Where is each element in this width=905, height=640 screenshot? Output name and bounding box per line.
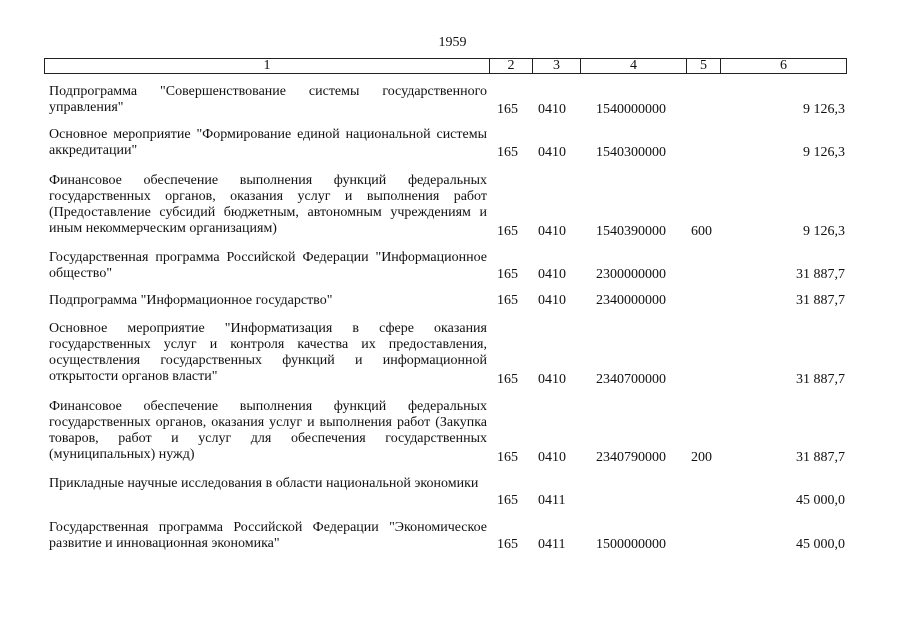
row-col-3: 0410	[538, 145, 566, 160]
row-col-6: 31 887,7	[796, 372, 845, 387]
row-description: Прикладные научные исследования в области национальной экономики	[49, 476, 479, 491]
row-col-2: 165	[497, 372, 518, 387]
row-col-6: 31 887,7	[796, 293, 845, 308]
row-col-2: 165	[497, 102, 518, 117]
row-col-6: 9 126,3	[803, 224, 845, 239]
row-col-6: 31 887,7	[796, 267, 845, 282]
header-col-3: 3	[532, 59, 580, 73]
row-col-6: 45 000,0	[796, 537, 845, 552]
row-col-2: 165	[497, 450, 518, 465]
row-col-3: 0410	[538, 293, 566, 308]
row-description: Финансовое обеспечение выполнения функций федеральных государственных органов, оказания услуг и выполнения работ (Закупка товаров, работ и услуг для обеспечения государственных (муниципальных) нужд)	[49, 399, 487, 462]
row-col-4: 2340700000	[596, 372, 666, 387]
row-description: Основное мероприятие "Формирование единой национальной системы аккредитации"	[49, 127, 487, 158]
row-col-4: 2300000000	[596, 267, 666, 282]
row-col-6: 45 000,0	[796, 493, 845, 508]
row-col-4: 1540390000	[596, 224, 666, 239]
row-col-3: 0410	[538, 450, 566, 465]
row-col-4: 1500000000	[596, 537, 666, 552]
header-col-5: 5	[686, 59, 720, 73]
row-description: Финансовое обеспечение выполнения функций федеральных государственных органов, оказания услуг и выполнения работ (Предоставление субсидий бюджетным, автономным учреждениям и иным некоммерческим организациям)	[49, 173, 487, 236]
row-col-3: 0410	[538, 224, 566, 239]
row-col-3: 0410	[538, 102, 566, 117]
row-col-2: 165	[497, 224, 518, 239]
row-description: Государственная программа Российской Федерации "Экономическое развитие и инновационная экономика"	[49, 520, 487, 551]
row-col-2: 165	[497, 493, 518, 508]
row-col-6: 9 126,3	[803, 102, 845, 117]
row-col-2: 165	[497, 267, 518, 282]
header-col-4: 4	[580, 59, 686, 73]
header-col-2: 2	[489, 59, 532, 73]
row-col-3: 0410	[538, 267, 566, 282]
header-col-6: 6	[720, 59, 846, 73]
row-col-5: 600	[691, 224, 712, 239]
header-col-1: 1	[263, 58, 271, 73]
row-col-5: 200	[691, 450, 712, 465]
row-col-6: 9 126,3	[803, 145, 845, 160]
row-description: Подпрограмма "Совершенствование системы государственного управления"	[49, 84, 487, 115]
row-description: Подпрограмма "Информационное государство"	[49, 293, 333, 308]
row-description: Государственная программа Российской Федерации "Информационное общество"	[49, 250, 487, 281]
row-col-3: 0411	[538, 537, 566, 552]
row-col-2: 165	[497, 293, 518, 308]
row-col-2: 165	[497, 145, 518, 160]
row-col-3: 0411	[538, 493, 566, 508]
row-col-4: 1540000000	[596, 102, 666, 117]
table-header	[44, 58, 847, 74]
row-col-6: 31 887,7	[796, 450, 845, 465]
row-col-4: 1540300000	[596, 145, 666, 160]
row-col-4: 2340790000	[596, 450, 666, 465]
row-col-3: 0410	[538, 372, 566, 387]
row-description: Основное мероприятие "Информатизация в сфере оказания государственных услуг и контроля качества их предоставления, осуществления государственных функций и информационной открытости органов власти"	[49, 321, 487, 384]
page-number: 1959	[438, 35, 467, 50]
row-col-2: 165	[497, 537, 518, 552]
row-col-4: 2340000000	[596, 293, 666, 308]
